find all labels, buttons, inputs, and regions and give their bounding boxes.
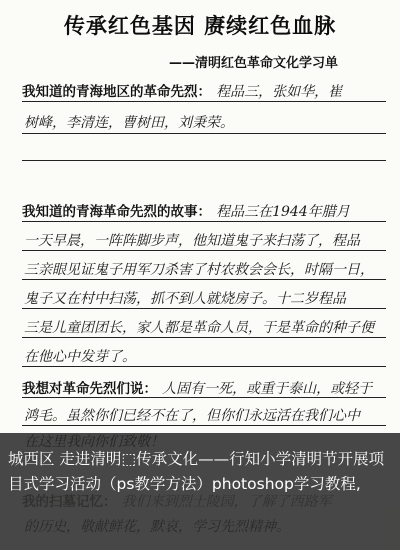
section-message [22,377,386,398]
ruled-line [22,425,386,426]
section-story [22,200,386,221]
section-question: 我知道的青海地区的革命先烈： [22,84,211,100]
handwritten-answer: 人固有一死，或重于泰山，或轻于 [162,381,373,397]
handwritten-answer: 鬼子又在村中扫荡，抓不到人就烧房子。十二岁程品 [24,291,346,307]
handwritten-answer: 程品三，张如华，崔 [216,84,343,100]
handwritten-answer: 树峰，李清连，曹树田，刘秉荣。 [24,115,234,131]
ruled-line [22,250,386,251]
ruled-line [22,337,386,338]
sheet-title: 传承红色基因 赓续红色血脉 [63,14,337,38]
ruled-line [22,308,386,309]
ruled-line [22,101,386,102]
ruled-line [22,221,386,222]
section-question: 我知道的青海革命先烈的故事： [22,204,211,220]
handwritten-answer: 三是儿童团团长，家人都是革命人员，于是革命的种子便 [24,320,374,336]
handwritten-answer: 鸿毛。虽然你们已经不在了，但你们永远活在我们心中 [24,408,360,424]
section-question: 我想对革命先烈们说： [22,381,157,397]
ruled-line [22,160,386,161]
section-martyrs [22,80,386,101]
ruled-line [22,366,386,367]
ruled-line [22,133,386,134]
caption-text: 城西区 走进清明⬚传承文化——行知小学清明节开展项目式学习活动（ps教学方法）photoshop学习教程, [8,450,385,493]
handwritten-answer: 三亲眼见证鬼子用军刀杀害了村农救会会长，时隔一日， [24,262,374,278]
ruled-line [22,397,386,398]
handwritten-answer: 在他心中发芽了。 [24,349,136,365]
ruled-line [22,279,386,280]
sheet-subtitle: ——清明红色革命文化学习单 [168,56,338,71]
handwritten-answer: 一天早晨，一阵阵脚步声，他知道鬼子来扫荡了，程品 [24,233,360,249]
handwritten-answer: 程品三在1944年腊月 [216,204,350,220]
